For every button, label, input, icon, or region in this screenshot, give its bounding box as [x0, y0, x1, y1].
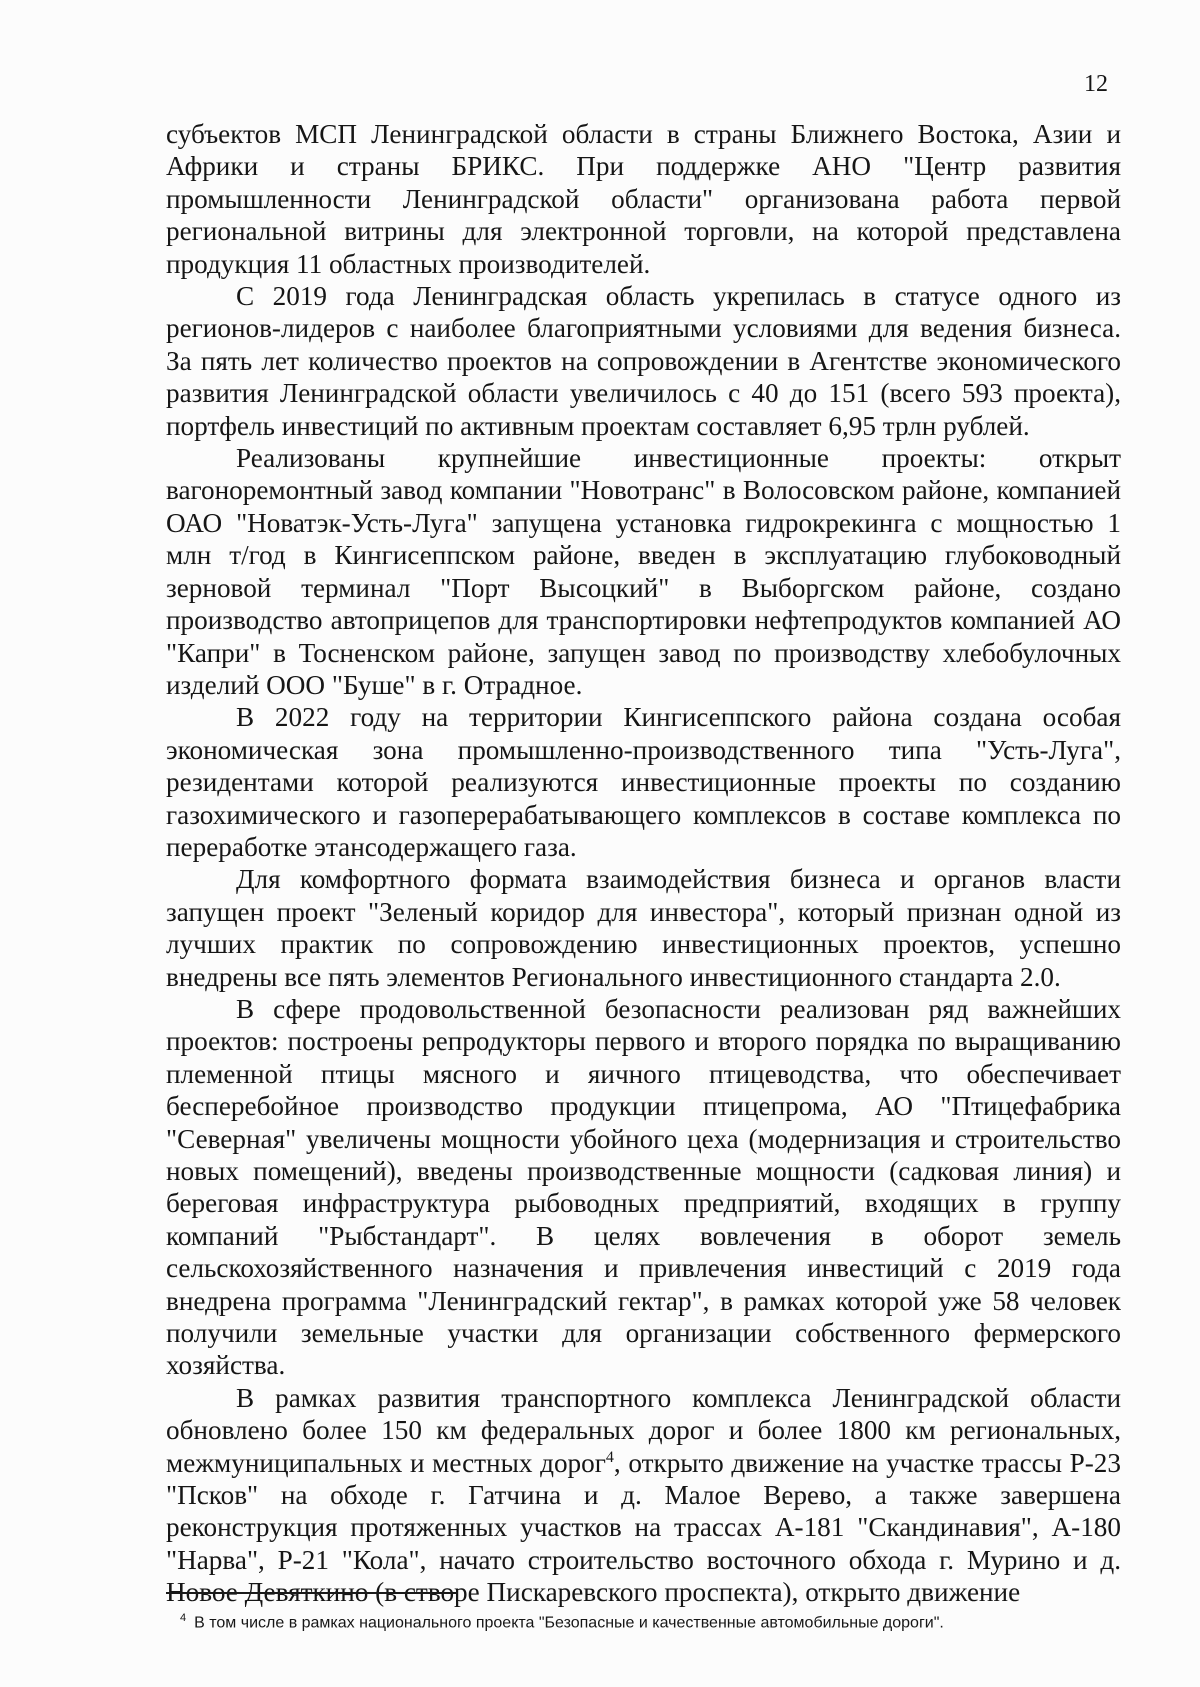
- paragraph-business-climate: С 2019 года Ленинградская область укрепилась в статусе одного из регионов-лидеров с наиболее благоприятными условиями для ведения бизнеса. За пять лет количество проектов на сопровождении в Агентстве экономического развития Ленинградской области увеличилось с 40 до 151 (всего 593 проекта), портфель инвестиций по активным проектам составляет 6,95 трлн рублей.: [166, 281, 1121, 441]
- paragraph-transport: [166, 1382, 1121, 1609]
- footnote-text: В том числе в рамках национального проекта "Безопасные и качественные автомобильные дороги".: [194, 1614, 944, 1632]
- footnote-mark: 4: [180, 1612, 187, 1624]
- paragraph-msp-export: субъектов МСП Ленинградской области в страны Ближнего Востока, Азии и Африки и страны БРИКС. При поддержке АНО "Центр развития промышленности Ленинградской области" организована работа первой региональной витрины для электронной торговли, на которой представлена продукция 11 областных производителей.: [166, 119, 1121, 279]
- footnote-divider: [166, 1592, 458, 1594]
- page-number: 12: [1084, 71, 1108, 97]
- footnote: [180, 1608, 1120, 1633]
- transport-text-end: , открыто движение на участке трассы Р-23 "Псков" на обходе г. Гатчина и д. Малое Верево, а также завершена реконструкция протяженных участков на трассах А-181 "Скандинавия", А-180 "Нарва", Р-21 "Кола", начато строительство восточного обхода г. Мурино и д. Новое Девяткино (в створе Пискаревского проспекта), открыто движение: [166, 1447, 1121, 1608]
- paragraph-special-economic-zone: В 2022 году на территории Кингисеппского района создана особая экономическая зона промышленно-производственного типа "Усть-Луга", резидентами которой реализуются инвестиционные проекты по созданию газохимического и газоперерабатывающего комплексов в составе комплекса по переработке этансодержащего газа.: [166, 702, 1121, 862]
- paragraph-green-corridor: Для комфортного формата взаимодействия бизнеса и органов власти запущен проект "Зеленый коридор для инвестора", который признан одной из лучших практик по сопровождению инвестиционных проектов, успешно внедрены все пять элементов Регионального инвестиционного стандарта 2.0.: [166, 864, 1121, 992]
- footnote-reference: 4: [605, 1448, 614, 1466]
- paragraph-food-security: В сфере продовольственной безопасности реализован ряд важнейших проектов: построены репродукторы первого и второго порядка по выращиванию племенной птицы мясного и яичного птицеводства, что обеспечивает бесперебойное производство продукции птицепрома, АО "Птицефабрика "Северная" увеличены мощности убойного цеха (модернизация и строительство новых помещений), введены производственные мощности (садковая линия) и береговая инфраструктура рыбоводных предприятий, входящих в группу компаний "Рыбстандарт". В целях вовлечения в оборот земель сельскохозяйственного назначения и привлечения инвестиций с 2019 года внедрена программа "Ленинградский гектар", в рамках которой уже 58 человек получили земельные участки для организации собственного фермерского хозяйства.: [166, 993, 1121, 1381]
- transport-text-start: В рамках развития транспортного комплекса Ленинградской области обновлено более 150 км федеральных дорог и более 1800 км региональных, межмуниципальных и местных дорог: [166, 1382, 1121, 1478]
- body-text: [166, 118, 1121, 1609]
- paragraph-investment-projects: Реализованы крупнейшие инвестиционные проекты: открыт вагоноремонтный завод компании "Новотранс" в Волосовском районе, компанией ОАО "Новатэк-Усть-Луга" запущена установка гидрокрекинга с мощностью 1 млн т/год в Кингисеппском районе, введен в эксплуатацию глубоководный зерновой терминал "Порт Высоцкий" в Выборгском районе, создано производство автоприцепов для транспортировки нефтепродуктов компанией АО "Капри" в Тосненском районе, запущен завод по производству хлебобулочных изделий ООО "Буше" в г. Отрадное.: [166, 443, 1121, 700]
